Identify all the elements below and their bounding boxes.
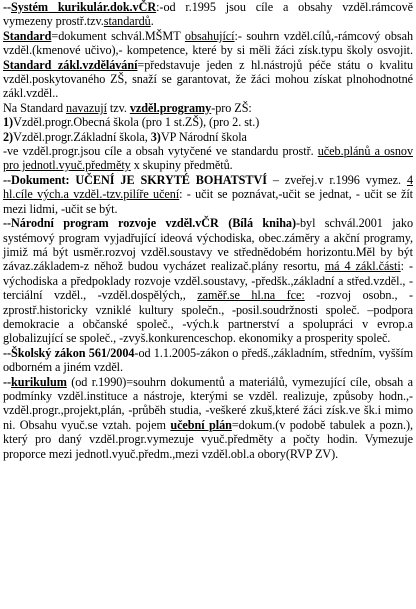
underlined-obsahujici: obsahující <box>184 28 235 43</box>
text-run: Vzděl.progr.Obecná škola (pro 1 st.ZŠ), (pro 2. st.) <box>13 115 260 130</box>
text-run: -rozvoj osobn., -zprostř.historicky vzniklé kultury společn., -posil.soudržnosti společ. –podpora demokracie a občanské společ., -vých.k partnerství a spolupráci v evrop.a globalizující se společ., -zvyš.konkurenceschop. ekonomiky a prosperity společ. <box>3 288 413 346</box>
text-run: Vzděl.progr.Základní škola, <box>13 129 151 144</box>
underlined-4-zakl-casti: má 4 zákl.části <box>324 259 401 274</box>
list-item-2-3 <box>3 130 413 144</box>
text-run: =dokum.(v podobě tabulek a pozn.), který pro daný vzděl.progr.vymezuje vyuč.předměty a počty hodin. Vymezuje proporce mezi jednotl.vyuč.předm.,mezi vzděl.obl.a obory(RVP ZV). <box>3 417 413 461</box>
paragraph-standard <box>3 29 413 101</box>
document-text <box>3 0 413 461</box>
paragraph-kurikulum <box>3 375 413 461</box>
paragraph-uceni-je-skryte-bohatstvi <box>3 173 413 216</box>
underlined-navazuji: navazují <box>66 100 107 115</box>
paragraph-skolsky-zakon <box>3 346 413 375</box>
text-run: (od r.1990)=souhrn dokumentů a materiálů, vymezující cíle, obsah a podmínky vzděl.instituce a nástroje, kterými se vzděl. realizuje, způsoby hodn.,-vzděl.progr.,projekt,plán, -průběh studia, -veškeré zkuš,které žáci získ.ve šk.i mimo ni. Obsahu vyuč.se vztah. pojem <box>3 374 413 432</box>
underlined-standardu: standardů <box>103 14 151 29</box>
paragraph-navazuji <box>3 101 413 115</box>
list-number-1: 1) <box>3 115 14 130</box>
lead-dashes: -- <box>3 0 12 14</box>
text-run: -ve vzděl.progr.jsou cíle a obsah vytyčené ve standardu prostř. <box>3 144 318 159</box>
paragraph-kurikularni-dokumenty <box>3 0 413 29</box>
heading-skolsky-zakon: Školský zákon 561/2004 <box>11 345 135 360</box>
text-run: x skupiny předmětů. <box>130 158 233 173</box>
lead-dashes: -- <box>3 374 12 389</box>
paragraph-bila-kniha <box>3 216 413 346</box>
text-run: -od 1.1.2005-zákon o předš.,základním, středním, vyšším odborném a jiném vzděl. <box>3 345 413 375</box>
list-item-1 <box>3 115 413 129</box>
heading-ucebni-plan: učební plán <box>170 417 232 432</box>
heading-standard-zakl-vzdelavani: Standard zákl.vzdělávání <box>3 57 138 72</box>
paragraph-vzdel-progr-cile <box>3 144 413 173</box>
underlined-zamer-fce: zaměř.se hl.na fce: <box>197 288 305 303</box>
underlined-ucebni-plany: učeb.plánů a osnov pro jednotl.vyuč.předměty <box>3 144 413 173</box>
list-number-2: 2) <box>3 129 14 144</box>
lead-dashes: -- <box>3 216 12 231</box>
list-number-3: 3) <box>150 129 161 144</box>
underlined-pilire-uceni: 4 hl.cíle vých.a vzděl.-tzv.pilíře učení <box>3 172 413 202</box>
text-run: -pro ZŠ: <box>211 100 252 115</box>
text-run: tzv. <box>106 100 130 115</box>
text-run: =představuje jeden z hl.nástrojů péče státu o kvalitu vzděl.poskytovaného ZŠ, snaží se garantovat, že žáci mohou získat plnohodnotné zákl.vzděl.. <box>3 57 413 101</box>
heading-standard: Standard <box>3 28 52 43</box>
lead-dashes: -- <box>3 172 12 187</box>
text-run: VP Národní škola <box>160 129 247 144</box>
text-run: -byl schvál.2001 jako systémový program vyjadřující ideová východiska, obec.záměry a akční programy, jimiž má být usměr.rozvoj vzděl.soustavy ve střednědobém horizontu.Měl by být závaz.základem-z něhož budou vycházet realizač.plány resortu, <box>3 216 413 274</box>
text-run: =dokument schvál.MŠMT <box>51 28 185 43</box>
text-run: : -východiska a předpoklady rozvoje vzděl.soustavy, -předšk.,základní a střed.vzděl., -terciální vzděl., -vzděl.dospělých,, <box>3 259 413 303</box>
text-run: :- souhrn vzděl.cílů,-rámcový obsah vzděl.(kmenové učivo),- kompetence, které by si měli žáci získ.typu školy osvojit. <box>3 28 413 58</box>
text-run: – zveřej.v r.1996 vymez. <box>266 172 407 187</box>
text-run: . <box>150 14 154 29</box>
heading-kurikulum: kurikulum <box>11 374 67 389</box>
text-run: : - učit se poznávat,-učit se jednat, - učit se žít mezi lidmi, -učit se být. <box>3 187 413 216</box>
text-run: :-od r.1995 jsou cíle a obsahy vzděl.rámcově vymezeny prostř.tzv. <box>3 0 413 29</box>
heading-narodni-program: Národní program rozvoje vzděl.vČR (Bílá kniha) <box>11 216 296 231</box>
text-run: Na Standard <box>3 100 67 115</box>
lead-dashes: -- <box>3 345 12 360</box>
heading-vzdel-programy: vzděl.programy <box>129 100 212 115</box>
heading-system-kurikular: Systém kurikulár.dok.vČR <box>11 0 157 14</box>
heading-uceni-je-skryte-bohatstvi: Dokument: UČENÍ JE SKRYTÉ BOHATSTVÍ <box>11 172 267 187</box>
